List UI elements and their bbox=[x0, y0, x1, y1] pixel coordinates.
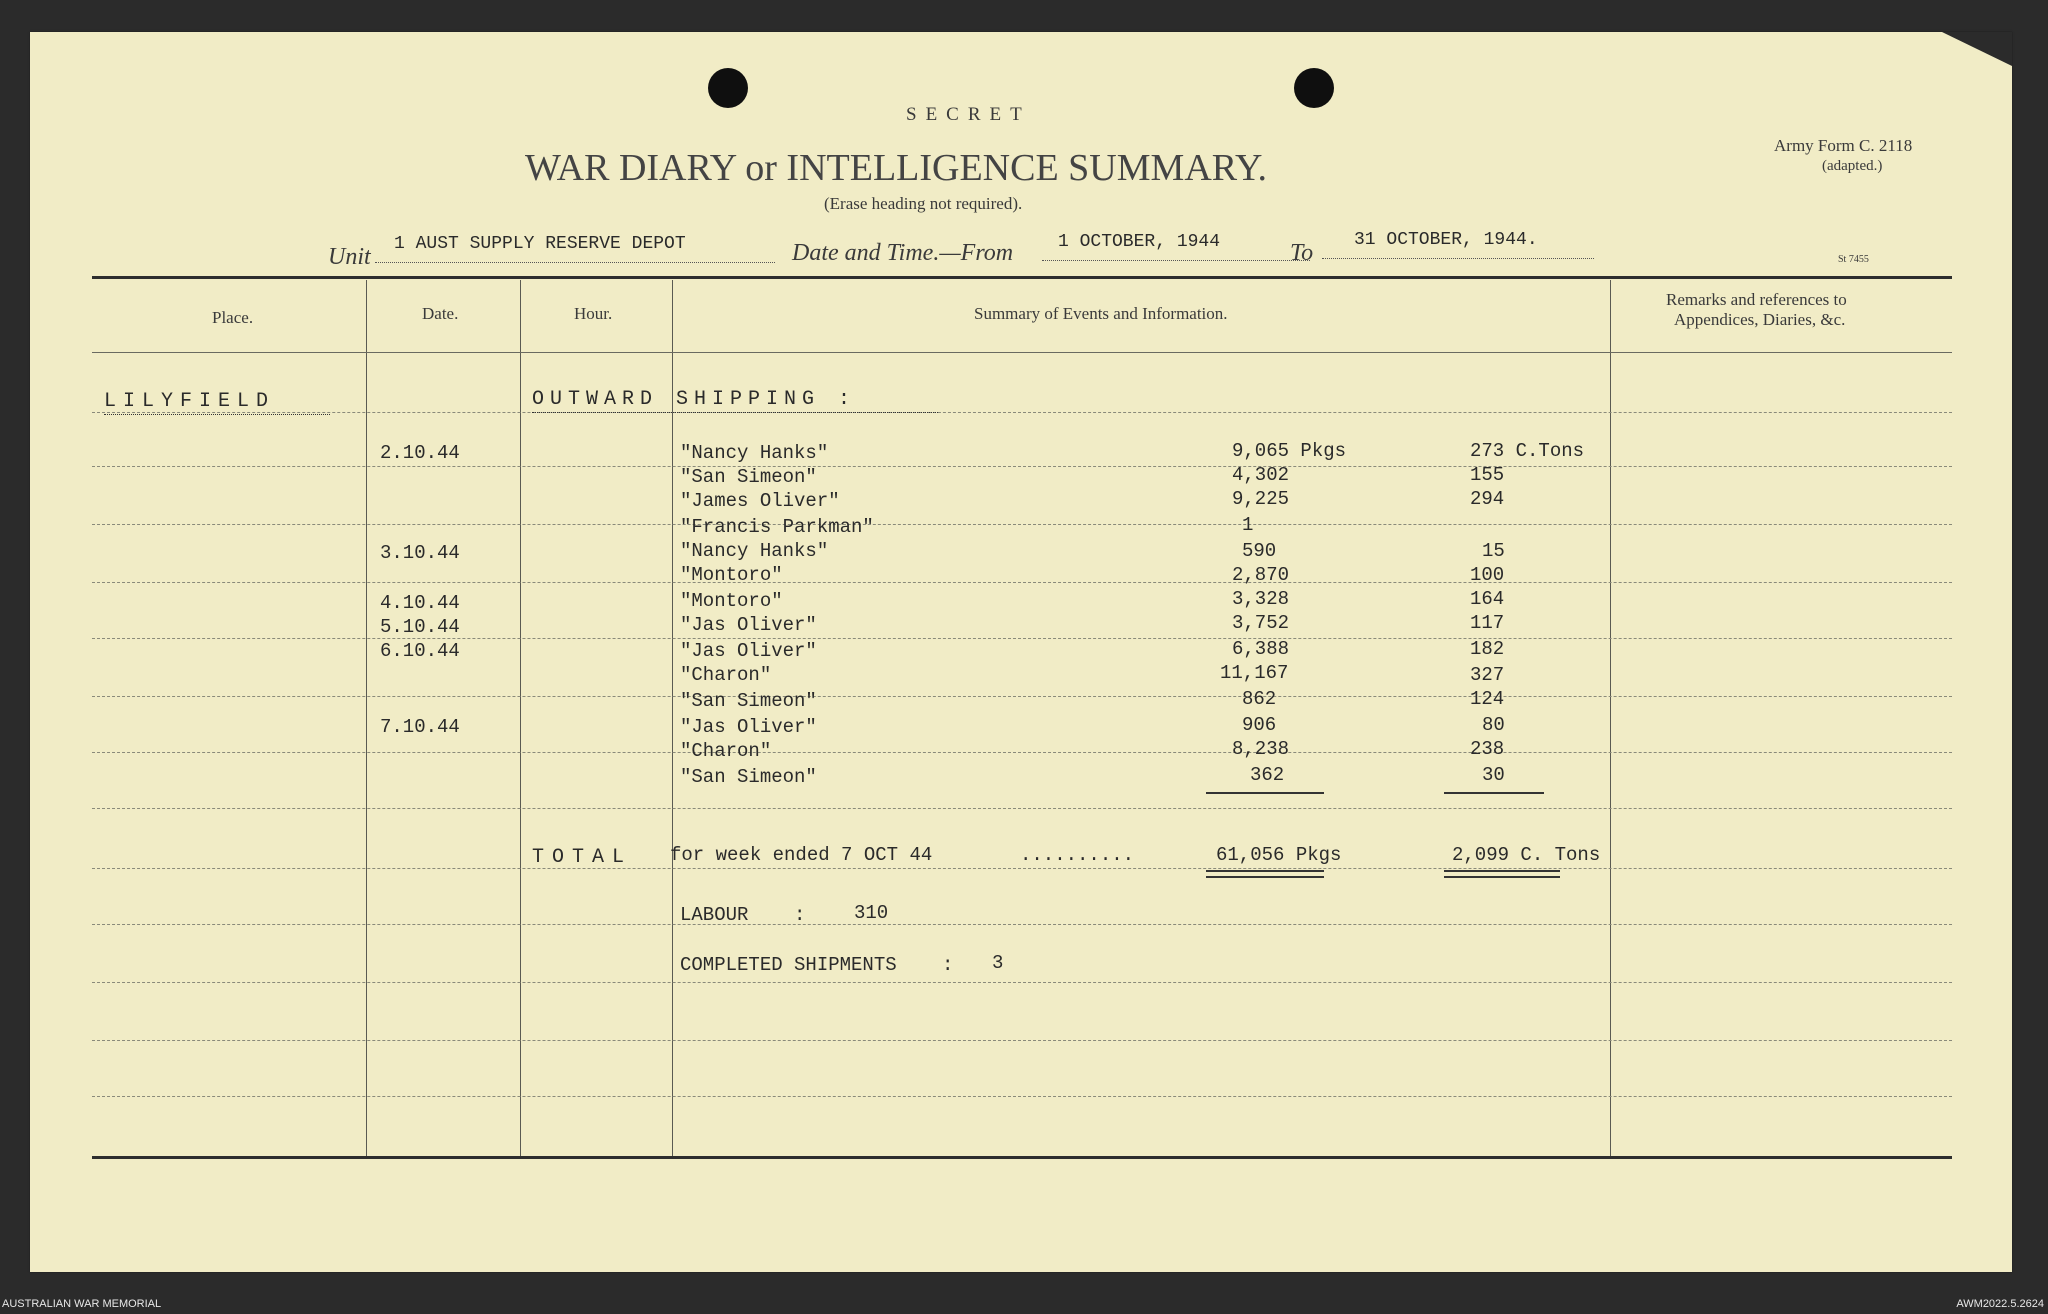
shipment-ship: "Nancy Hanks" bbox=[680, 540, 829, 562]
shipment-date: 2.10.44 bbox=[380, 442, 460, 464]
shipment-pkgs: 4,302 bbox=[1232, 464, 1290, 486]
ruled-line bbox=[92, 638, 1952, 639]
shipment-ship: "Charon" bbox=[680, 664, 772, 686]
ruled-line bbox=[92, 466, 1952, 467]
shipment-pkgs: 8,238 bbox=[1232, 738, 1290, 760]
shipment-tons: 182 bbox=[1470, 638, 1505, 660]
date-from-value: 1 OCTOBER, 1944 bbox=[1058, 232, 1221, 252]
section-heading: OUTWARD SHIPPING : bbox=[532, 388, 857, 411]
shipment-tons: 15 bbox=[1482, 540, 1505, 562]
column-header-place: Place. bbox=[212, 308, 254, 327]
ruled-line bbox=[92, 808, 1952, 809]
army-form-number: Army Form C. 2118 bbox=[1774, 136, 1913, 155]
completed-shipments-label: COMPLETED SHIPMENTS bbox=[680, 954, 897, 976]
shipment-pkgs: 906 bbox=[1242, 714, 1277, 736]
unit-label: Unit bbox=[328, 244, 371, 270]
ruled-line bbox=[92, 524, 1952, 525]
unit-value: 1 AUST SUPPLY RESERVE DEPOT bbox=[394, 234, 686, 254]
shipment-tons: 155 bbox=[1470, 464, 1505, 486]
shipment-pkgs: 590 bbox=[1242, 540, 1277, 562]
labour-label: LABOUR bbox=[680, 904, 749, 926]
shipment-tons: 117 bbox=[1470, 612, 1505, 634]
shipment-pkgs: 862 bbox=[1242, 688, 1277, 710]
total-label: TOTAL bbox=[532, 846, 633, 869]
unit-underline bbox=[375, 262, 775, 263]
ruled-line bbox=[92, 924, 1952, 925]
completed-shipments-separator: : bbox=[942, 954, 954, 976]
column-header-hour: Hour. bbox=[574, 304, 613, 323]
page-title: WAR DIARY or INTELLIGENCE SUMMARY. bbox=[525, 147, 1268, 189]
table-top-rule bbox=[92, 276, 1952, 279]
shipment-ship: "Nancy Hanks" bbox=[680, 442, 829, 464]
tons-subtotal-rule bbox=[1444, 792, 1544, 794]
ruled-line bbox=[92, 582, 1952, 583]
secret-label: SECRET bbox=[906, 104, 1031, 125]
shipment-ship: "Montoro" bbox=[680, 590, 783, 612]
labour-value: 310 bbox=[854, 902, 889, 924]
shipment-tons: 164 bbox=[1470, 588, 1505, 610]
shipment-date: 7.10.44 bbox=[380, 716, 460, 738]
shipment-ship: "Charon" bbox=[680, 740, 772, 762]
shipment-pkgs: 3,328 bbox=[1232, 588, 1290, 610]
shipment-date: 5.10.44 bbox=[380, 616, 460, 638]
column-header-date: Date. bbox=[422, 304, 459, 323]
date-to-value: 31 OCTOBER, 1944. bbox=[1354, 230, 1538, 250]
footer-archive-label: AUSTRALIAN WAR MEMORIAL bbox=[2, 1298, 162, 1310]
shipment-ship: "Montoro" bbox=[680, 564, 783, 586]
table-bottom-rule bbox=[92, 1156, 1952, 1159]
shipment-date: 3.10.44 bbox=[380, 542, 460, 564]
date-from-underline bbox=[1042, 260, 1310, 261]
column-header-remarks-line1: Remarks and references to bbox=[1666, 290, 1847, 309]
total-description: for week ended 7 OCT 44 bbox=[670, 844, 933, 866]
shipment-pkgs: 2,870 bbox=[1232, 564, 1290, 586]
army-form-adapted: (adapted.) bbox=[1822, 158, 1883, 174]
shipment-tons: 294 bbox=[1470, 488, 1505, 510]
diary-sheet bbox=[30, 32, 2012, 1272]
column-header-remarks-line2: Appendices, Diaries, &c. bbox=[1674, 310, 1846, 329]
ruled-line bbox=[92, 696, 1952, 697]
shipment-tons: 238 bbox=[1470, 738, 1505, 760]
section-heading-underline bbox=[532, 412, 938, 413]
punch-hole-left bbox=[708, 68, 748, 108]
shipment-ship: "Francis Parkman" bbox=[680, 516, 874, 538]
ruled-line bbox=[92, 868, 1952, 869]
shipment-pkgs: 9,225 bbox=[1232, 488, 1290, 510]
shipment-pkgs: 362 bbox=[1250, 764, 1285, 786]
shipment-tons: 124 bbox=[1470, 688, 1505, 710]
date-from-label: Date and Time.—From bbox=[792, 240, 1014, 266]
ruled-line bbox=[92, 752, 1952, 753]
ruled-line bbox=[92, 1040, 1952, 1041]
shipment-ship: "Jas Oliver" bbox=[680, 640, 817, 662]
shipment-ship: "San Simeon" bbox=[680, 766, 817, 788]
shipment-pkgs: 1 bbox=[1242, 514, 1254, 536]
total-pkgs-double-underline bbox=[1206, 870, 1324, 878]
shipment-ship: "James Oliver" bbox=[680, 490, 840, 512]
total-tons: 2,099 C. Tons bbox=[1452, 844, 1601, 866]
date-to-underline bbox=[1322, 258, 1594, 259]
total-dots: .......... bbox=[1020, 844, 1135, 866]
column-header-summary: Summary of Events and Information. bbox=[974, 304, 1228, 323]
ruled-line bbox=[92, 1096, 1952, 1097]
shipment-date: 6.10.44 bbox=[380, 640, 460, 662]
shipment-pkgs: 9,065 Pkgs bbox=[1232, 440, 1347, 462]
shipment-tons: 100 bbox=[1470, 564, 1505, 586]
header-rule bbox=[92, 352, 1952, 353]
pkgs-subtotal-rule bbox=[1206, 792, 1324, 794]
page-subtitle: (Erase heading not required). bbox=[824, 194, 1023, 213]
labour-separator: : bbox=[794, 904, 806, 926]
place-name: LILYFIELD bbox=[104, 390, 276, 413]
shipment-ship: "San Simeon" bbox=[680, 466, 817, 488]
shipment-tons: 80 bbox=[1482, 714, 1505, 736]
ruled-line bbox=[92, 982, 1952, 983]
completed-shipments-value: 3 bbox=[992, 952, 1004, 974]
shipment-ship: "Jas Oliver" bbox=[680, 614, 817, 636]
folded-corner bbox=[1942, 32, 2012, 66]
shipment-pkgs: 6,388 bbox=[1232, 638, 1290, 660]
shipment-pkgs: 11,167 bbox=[1220, 662, 1289, 684]
total-pkgs: 61,056 Pkgs bbox=[1216, 844, 1342, 866]
punch-hole-right bbox=[1294, 68, 1334, 108]
shipment-pkgs: 3,752 bbox=[1232, 612, 1290, 634]
date-to-label: To bbox=[1290, 240, 1314, 266]
total-tons-double-underline bbox=[1444, 870, 1560, 878]
shipment-tons: 30 bbox=[1482, 764, 1505, 786]
stock-number: St 7455 bbox=[1838, 254, 1869, 265]
shipment-ship: "San Simeon" bbox=[680, 690, 817, 712]
ruled-line bbox=[92, 412, 1952, 413]
place-underline bbox=[104, 414, 330, 415]
shipment-tons: 327 bbox=[1470, 664, 1505, 686]
shipment-tons: 273 C.Tons bbox=[1470, 440, 1585, 462]
shipment-date: 4.10.44 bbox=[380, 592, 460, 614]
footer-record-id: AWM2022.5.2624 bbox=[1956, 1298, 2044, 1310]
shipment-ship: "Jas Oliver" bbox=[680, 716, 817, 738]
